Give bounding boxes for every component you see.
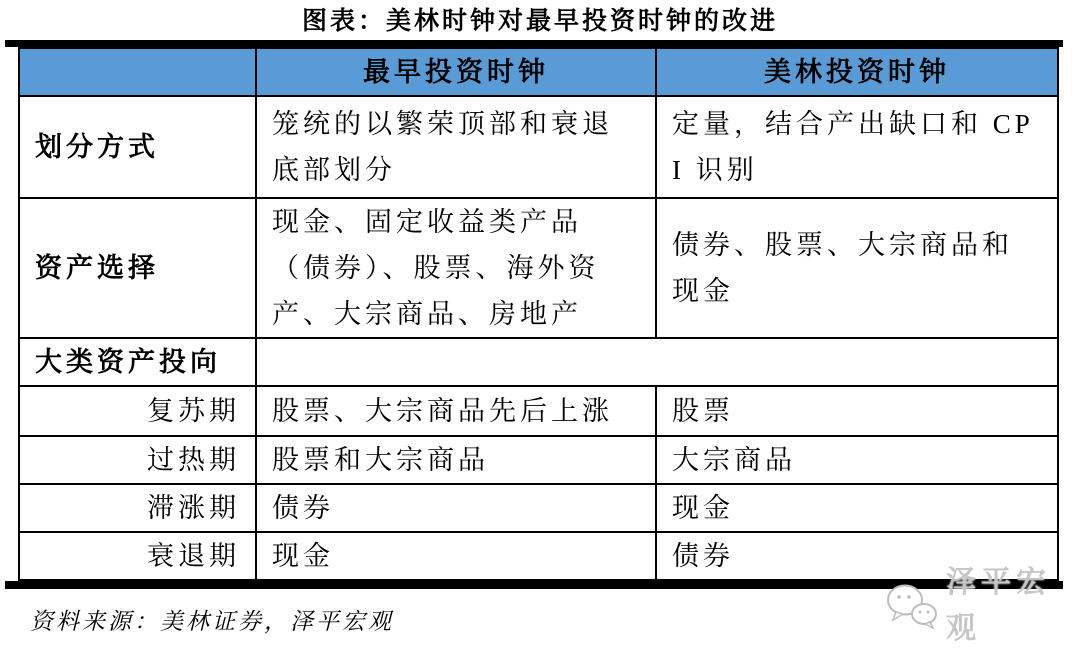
merrill-clock-cell: 股票 xyxy=(656,386,1058,436)
row-division-method xyxy=(19,96,1058,198)
merrill-clock-cell: 债券、股票、大宗商品和现金 xyxy=(656,198,1058,338)
row-asset-selection xyxy=(19,198,1058,338)
figure-title: 图表：美林时钟对最早投资时钟的改进 xyxy=(301,8,778,35)
early-clock-cell: 股票、大宗商品先后上涨 xyxy=(256,386,656,436)
header-row xyxy=(19,48,1058,96)
merrill-clock-cell: 定量，结合产出缺口和 CPI 识别 xyxy=(656,96,1058,198)
row-label: 资产选择 xyxy=(19,198,256,338)
top-thick-rule xyxy=(5,40,1063,47)
row-recovery-phase xyxy=(19,386,1058,436)
early-clock-cell: 债券 xyxy=(256,484,656,532)
header-corner-cell xyxy=(19,48,256,96)
source-note: 资料来源：美林证券，泽平宏观 xyxy=(30,609,394,634)
header-merrill-clock: 美林投资时钟 xyxy=(656,48,1058,96)
early-clock-cell: 笼统的以繁荣顶部和衰退底部划分 xyxy=(256,96,656,198)
row-overheat-phase xyxy=(19,436,1058,484)
header-early-clock: 最早投资时钟 xyxy=(256,48,656,96)
early-clock-cell: 现金、固定收益类产品（债券）、股票、海外资产、大宗商品、房地产 xyxy=(256,198,656,338)
row-label: 复苏期 xyxy=(19,386,256,436)
watermark-text: 泽平宏观 xyxy=(946,566,1051,645)
early-clock-cell: 现金 xyxy=(256,532,656,580)
row-label: 过热期 xyxy=(19,436,256,484)
merrill-clock-cell: 债券 xyxy=(656,532,1058,580)
row-label: 大类资产投向 xyxy=(19,338,256,386)
row-asset-allocation-section xyxy=(19,338,1058,386)
row-label: 划分方式 xyxy=(19,96,256,198)
row-stagflation-phase xyxy=(19,484,1058,532)
row-label: 滞涨期 xyxy=(19,484,256,532)
row-label: 衰退期 xyxy=(19,532,256,580)
early-clock-cell: 股票和大宗商品 xyxy=(256,436,656,484)
wechat-icon xyxy=(884,582,940,630)
comparison-table-wrap xyxy=(18,40,1057,589)
merrill-clock-cell: 现金 xyxy=(656,484,1058,532)
merrill-clock-cell: 大宗商品 xyxy=(656,436,1058,484)
merged-empty-cell xyxy=(256,338,1058,386)
comparison-table xyxy=(18,47,1059,581)
watermark xyxy=(884,560,1080,652)
